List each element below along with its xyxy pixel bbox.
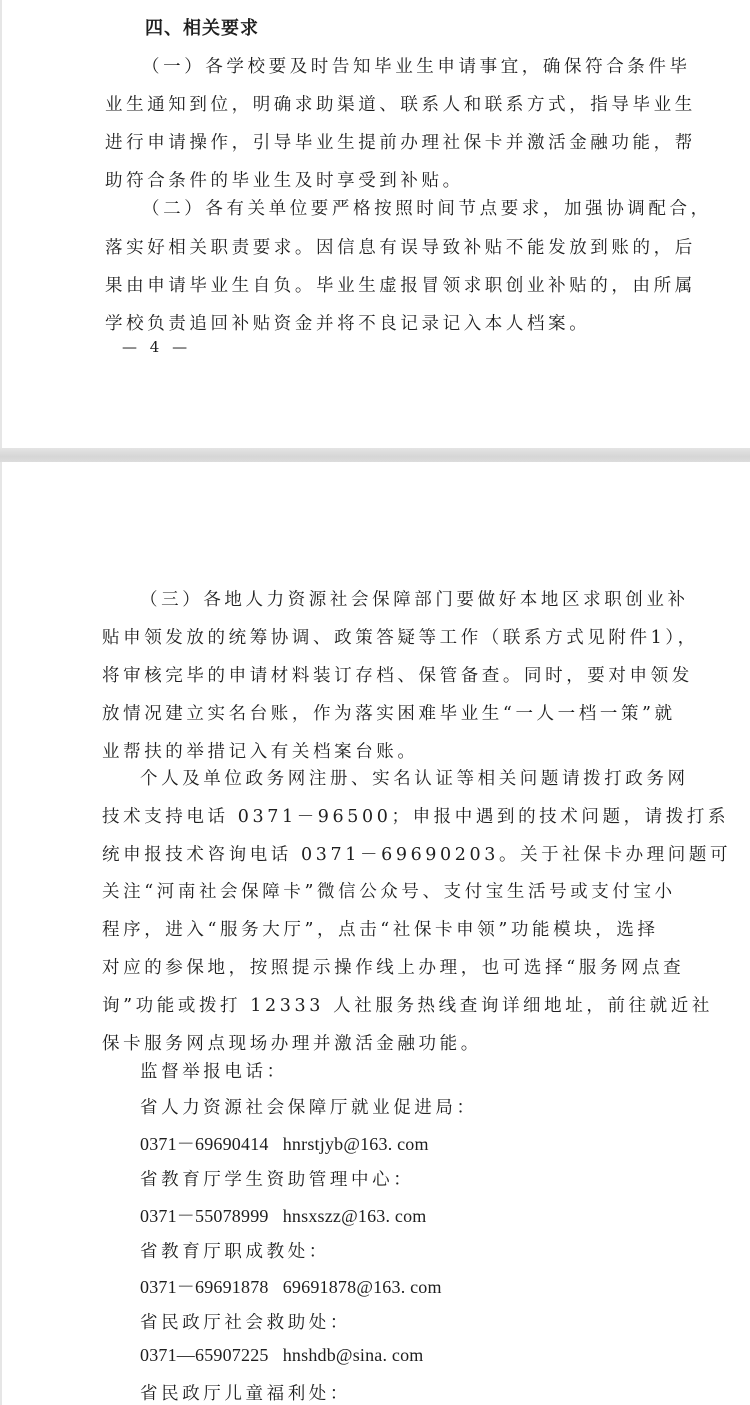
contact-org: 省民政厅儿童福利处： [140, 1384, 351, 1404]
paragraph-line: 统申报技术咨询电话 0371－69690203。关于社保卡办理问题可 [102, 845, 732, 865]
paragraph-line: （三）各地人力资源社会保障部门要做好本地区求职创业补 [140, 590, 689, 610]
contact-phone: 0371—65907225 [140, 1345, 269, 1365]
contact-line [140, 1345, 424, 1366]
contact-line [140, 1202, 426, 1228]
contact-phone: 0371－55078999 [140, 1206, 269, 1226]
document-page-5 [0, 462, 750, 1405]
paragraph-line: 对应的参保地，按照提示操作线上办理，也可选择“服务网点查 [102, 958, 685, 978]
contact-email: 69691878@163. com [282, 1277, 442, 1297]
contact-org: 省教育厅职成教处： [140, 1242, 330, 1262]
paragraph-line: 个人及单位政务网注册、实名认证等相关问题请拨打政务网 [140, 769, 689, 789]
contact-phone: 0371－69691878 [140, 1277, 269, 1297]
page-number: — 4 — [122, 338, 192, 356]
contact-email: hnsxszz@163. com [282, 1206, 427, 1226]
contact-line [140, 1273, 442, 1299]
paragraph-line: 保卡服务网点现场办理并激活金融功能。 [102, 1034, 482, 1054]
contact-phone: 0371－69690414 [140, 1134, 269, 1154]
paragraph-line: （二）各有关单位要严格按照时间节点要求，加强协调配合， [142, 199, 712, 219]
paragraph-line: 贴申领发放的统筹协调、政策答疑等工作（联系方式见附件1）， [102, 628, 699, 648]
contact-email: hnrstjyb@163. com [282, 1134, 429, 1154]
supervision-label: 监督举报电话： [140, 1062, 288, 1082]
contact-line [140, 1130, 429, 1156]
paragraph-line: 关注“河南社会保障卡”微信公众号、支付宝生活号或支付宝小 [102, 882, 676, 902]
paragraph-line: 技术支持电话 0371－96500；申报中遇到的技术问题，请拨打系 [102, 807, 730, 827]
paragraph-line: 果由申请毕业生自负。毕业生虚报冒领求职创业补贴的，由所属 [105, 276, 696, 296]
paragraph-line: 放情况建立实名台账，作为落实困难毕业生“一人一档一策”就 [102, 704, 676, 724]
paragraph-line: 进行申请操作，引导毕业生提前办理社保卡并激活金融功能，帮 [105, 133, 696, 153]
paragraph-line: （一）各学校要及时告知毕业生申请事宜，确保符合条件毕 [142, 57, 691, 77]
paragraph-line: 将审核完毕的申请材料装订存档、保管备查。同时，要对申领发 [102, 666, 693, 686]
section-heading: 四、相关要求 [145, 18, 259, 39]
contact-email: hnshdb@sina. com [282, 1345, 424, 1365]
contact-org: 省人力资源社会保障厅就业促进局： [140, 1098, 478, 1118]
paragraph-line: 询”功能或拨打 12333 人社服务热线查询详细地址，前往就近社 [102, 996, 713, 1016]
paragraph-line: 助符合条件的毕业生及时享受到补贴。 [105, 171, 464, 191]
paragraph-line: 程序，进入“服务大厅”，点击“社保卡申领”功能模块，选择 [102, 920, 659, 940]
page-separator [0, 448, 750, 462]
contact-org: 省民政厅社会救助处： [140, 1313, 351, 1333]
paragraph-line: 学校负责追回补贴资金并将不良记录记入本人档案。 [105, 314, 591, 334]
paragraph-line: 业生通知到位，明确求助渠道、联系人和联系方式，指导毕业生 [105, 95, 696, 115]
contact-org: 省教育厅学生资助管理中心： [140, 1170, 415, 1190]
paragraph-line: 业帮扶的举措记入有关档案台账。 [102, 742, 419, 762]
paragraph-line: 落实好相关职责要求。因信息有误导致补贴不能发放到账的，后 [105, 238, 696, 258]
document-page-4 [0, 0, 750, 448]
